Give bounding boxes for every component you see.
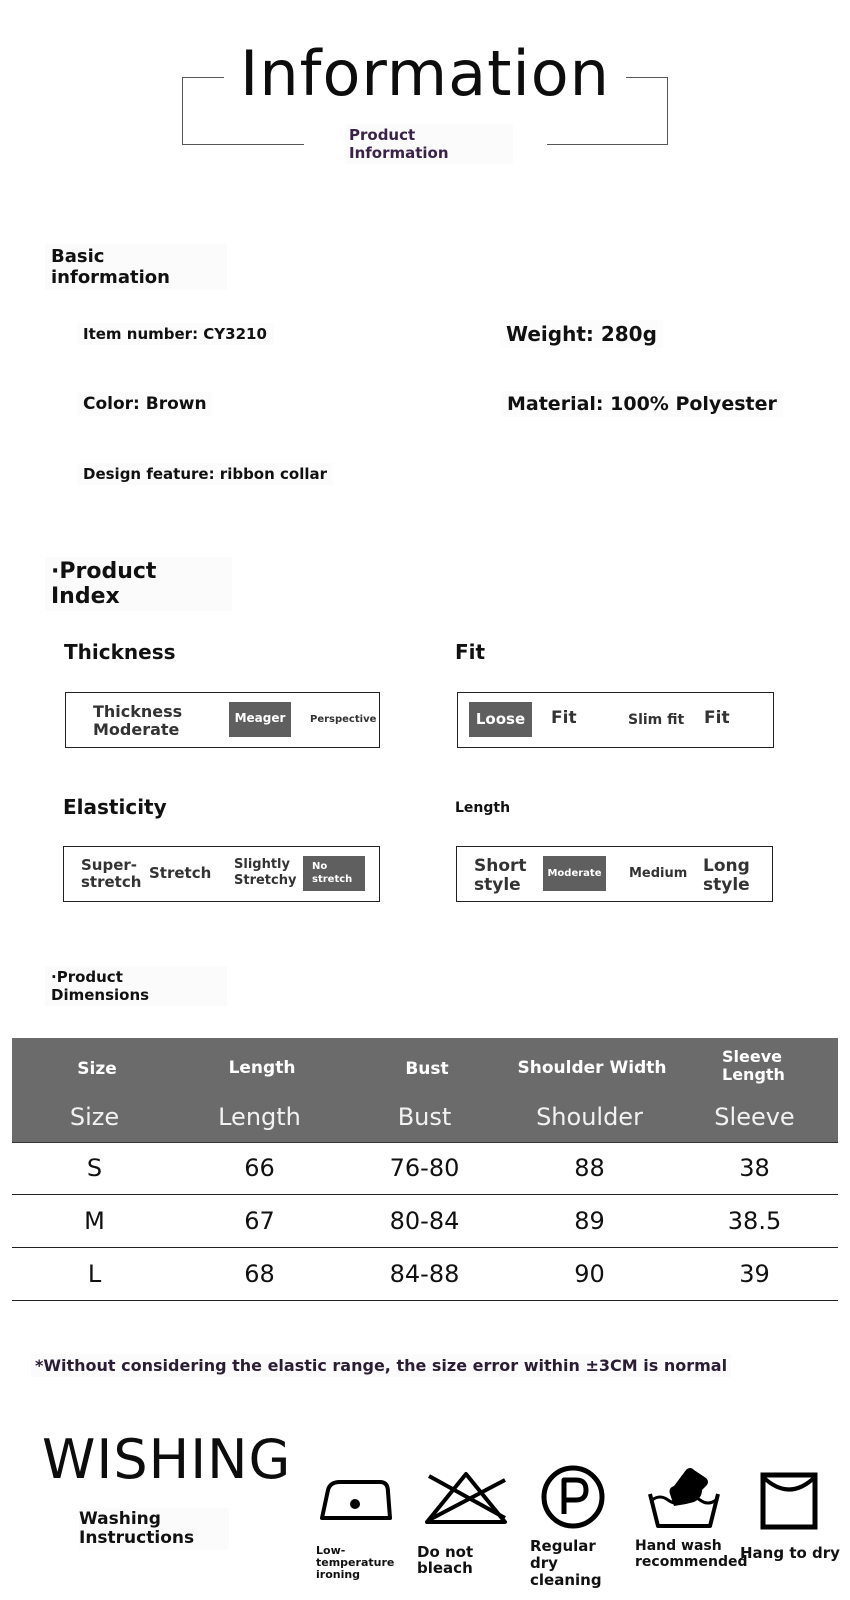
header-length: Length [228, 1058, 296, 1078]
care-label: Do not bleach [417, 1543, 474, 1577]
dimensions-title: ·Product Dimensions [45, 966, 227, 1006]
table-cell: 38.5 [727, 1207, 782, 1235]
fit-option: Fit [551, 708, 577, 728]
washing-title: WISHING [42, 1428, 292, 1491]
header-frame-line [182, 144, 304, 145]
header-bust-alt: Bust [397, 1103, 452, 1131]
header-frame-line [547, 144, 668, 145]
header-shoulder-alt: Shoulder [536, 1103, 643, 1131]
table-cell: L [87, 1260, 102, 1288]
header-length-alt: Length [218, 1103, 301, 1131]
page-subtitle-line1: Product [349, 126, 416, 144]
table-cell: 84-88 [389, 1260, 460, 1288]
table-cell: 76-80 [389, 1154, 460, 1182]
elasticity-option-selected: No stretch [303, 856, 365, 891]
basic-info-title: Basic information [45, 244, 227, 290]
color: Color: Brown [77, 392, 213, 416]
length-label: Length [455, 800, 511, 816]
care-label: Low-temperature ironing [316, 1544, 395, 1581]
table-cell: 80-84 [389, 1207, 460, 1235]
table-cell: 88 [574, 1154, 605, 1182]
hand-wash-icon [646, 1464, 722, 1534]
size-table-header [12, 1038, 838, 1143]
header-size-alt: Size [69, 1103, 120, 1131]
thickness-option: Perspective [310, 714, 377, 725]
table-row [12, 1142, 838, 1195]
material: Material: 100% Polyester [501, 391, 783, 417]
dry-clean-icon [540, 1464, 606, 1534]
elasticity-option: Stretch [149, 864, 212, 882]
elasticity-scale [63, 846, 380, 902]
header-shoulder-width: Shoulder Width [517, 1058, 667, 1078]
header-size: Size [77, 1059, 117, 1079]
table-cell: 38 [739, 1154, 770, 1182]
care-label: Regular dry cleaning [530, 1537, 602, 1589]
table-cell: 66 [244, 1154, 275, 1182]
table-cell: 68 [244, 1260, 275, 1288]
thickness-option: Thickness Moderate [93, 702, 183, 739]
iron-low-temp-icon [318, 1466, 394, 1526]
page-title: Information [240, 37, 610, 110]
header-sleeve-length: Sleeve Length [722, 1047, 785, 1084]
elasticity-option: Slightly Stretchy [234, 857, 297, 888]
item-number: Item number: CY3210 [77, 323, 274, 345]
thickness-scale [65, 692, 380, 748]
table-cell: M [84, 1207, 105, 1235]
length-option: Medium [629, 866, 688, 881]
length-option: Short style [474, 856, 527, 895]
product-index-title: ·Product Index [45, 557, 232, 611]
fit-option: Slim fit [628, 712, 685, 728]
thickness-option-selected: Meager [229, 702, 291, 737]
table-cell: S [86, 1154, 103, 1182]
fit-option-selected: Loose [469, 702, 532, 737]
washing-subtitle: Washing Instructions [79, 1508, 229, 1550]
fit-option: Fit [704, 708, 730, 728]
header-bust: Bust [405, 1059, 449, 1079]
fit-label: Fit [455, 640, 486, 664]
table-row [12, 1195, 838, 1248]
do-not-bleach-icon [421, 1468, 511, 1532]
elasticity-label: Elasticity [63, 795, 167, 819]
table-cell: 39 [739, 1260, 770, 1288]
table-cell: 90 [574, 1260, 605, 1288]
hang-dry-icon [760, 1472, 818, 1534]
page-subtitle [345, 124, 513, 164]
care-label: Hang to dry [740, 1544, 840, 1562]
weight: Weight: 280g [500, 320, 663, 348]
header-sleeve-alt: Sleeve [714, 1103, 795, 1131]
length-option: Long style [703, 856, 750, 895]
table-cell: 67 [244, 1207, 275, 1235]
care-label: Hand wash recommended [635, 1538, 748, 1570]
table-row [12, 1248, 838, 1301]
length-option-selected: Moderate [543, 856, 606, 891]
fit-scale [457, 692, 774, 748]
page-subtitle-line2: Information [349, 144, 449, 162]
elasticity-option: Super-stretch [81, 856, 142, 891]
size-note: *Without considering the elastic range, the size error within ±3CM is normal [31, 1354, 731, 1377]
table-cell: 89 [574, 1207, 605, 1235]
design-feature: Design feature: ribbon collar [77, 463, 333, 485]
length-scale [456, 846, 773, 902]
thickness-label: Thickness [64, 640, 176, 664]
